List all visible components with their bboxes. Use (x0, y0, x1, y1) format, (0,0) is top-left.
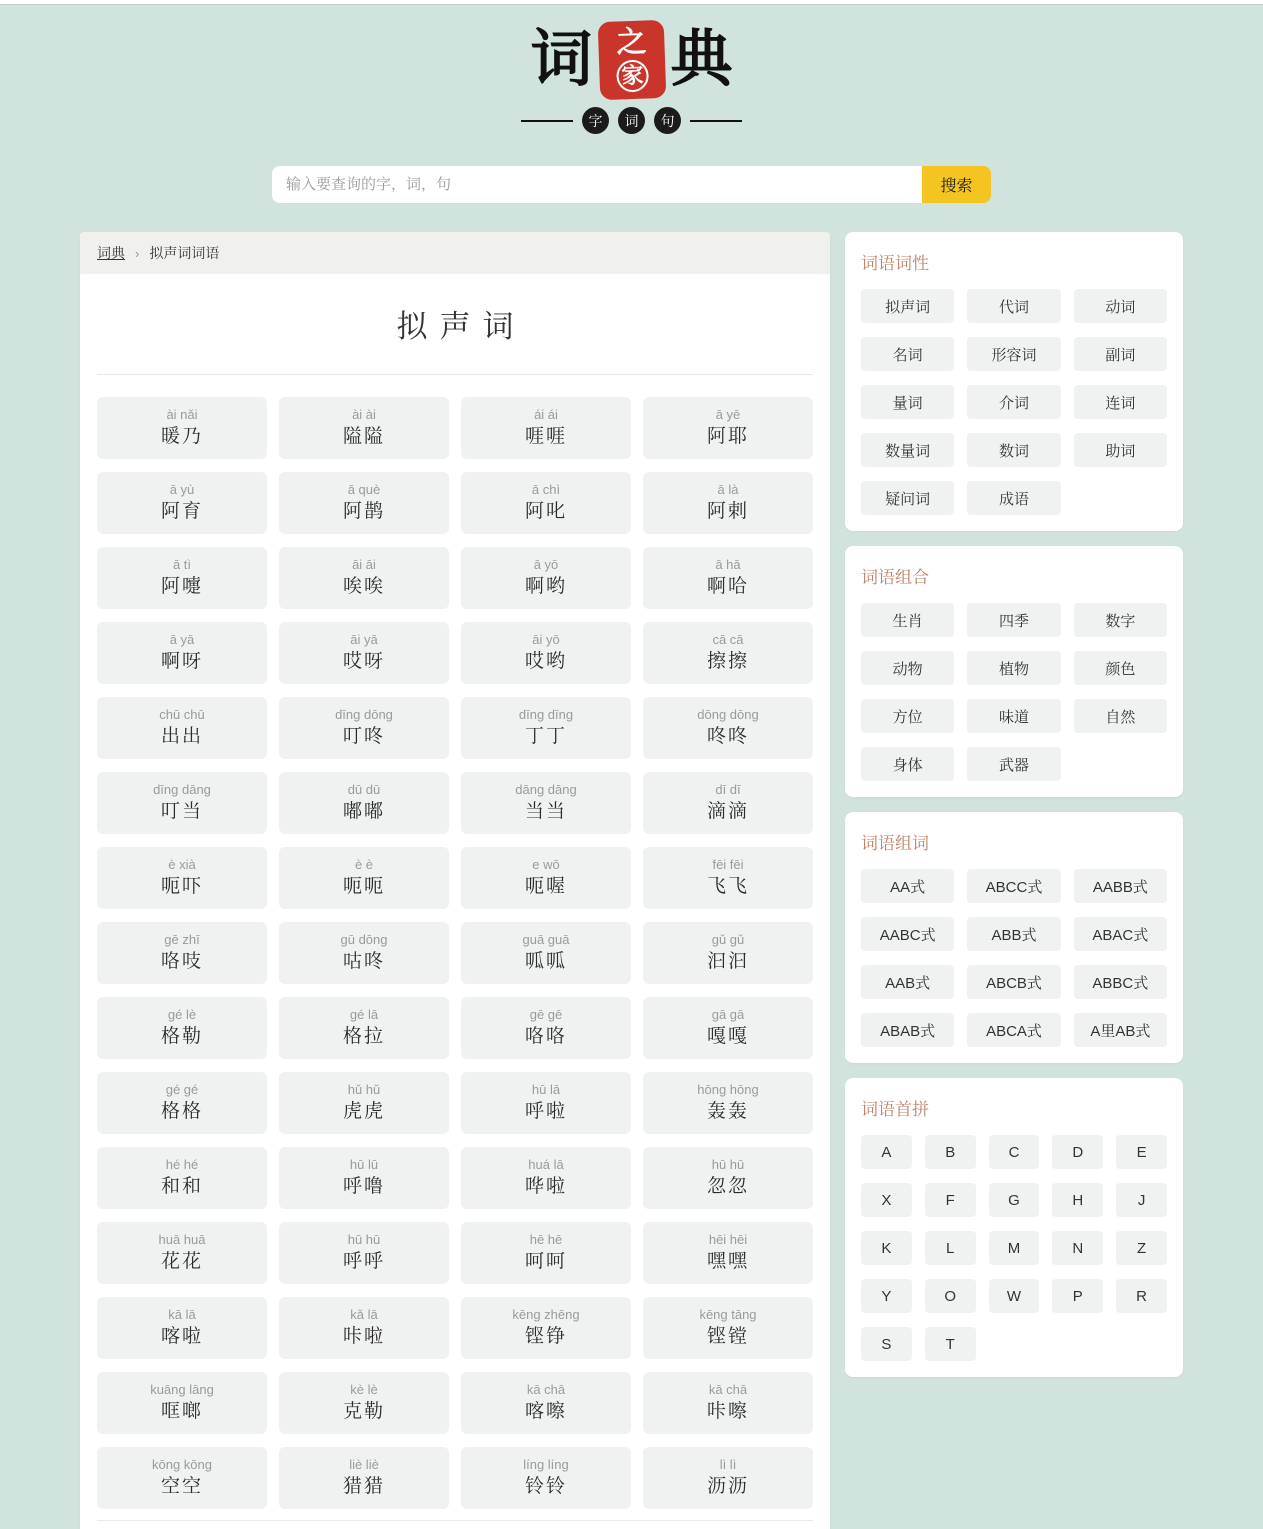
breadcrumb-separator-icon: › (135, 245, 140, 261)
word-text: 沥沥 (706, 1476, 749, 1498)
word-card[interactable] (97, 1372, 267, 1434)
word-text: 虎虎 (342, 1101, 385, 1123)
word-card[interactable] (97, 547, 267, 609)
word-pinyin: è è (354, 856, 374, 872)
word-card[interactable] (279, 847, 449, 909)
sidebar-tag-button[interactable]: ABB式 (967, 917, 1060, 951)
word-card[interactable] (97, 1072, 267, 1134)
word-pinyin: ài ài (352, 406, 376, 422)
sidebar-tag-button[interactable]: AAB式 (861, 965, 954, 999)
search-input[interactable] (272, 166, 922, 203)
word-card[interactable] (461, 1447, 631, 1509)
word-text: 呵呵 (524, 1251, 567, 1273)
word-text: 和和 (160, 1176, 203, 1198)
word-pinyin: ài nǎi (166, 406, 198, 422)
word-pinyin: kuāng lāng (150, 1381, 214, 1397)
sidebar-tag-button[interactable]: B (925, 1135, 976, 1169)
word-text: 铿镗 (706, 1326, 749, 1348)
sidebar-panel (845, 546, 1183, 797)
word-card[interactable] (461, 1072, 631, 1134)
word-card[interactable] (279, 1372, 449, 1434)
sidebar-tag-button[interactable]: P (1052, 1279, 1103, 1313)
sidebar-tag-button[interactable]: D (1052, 1135, 1103, 1169)
breadcrumb (80, 232, 830, 274)
word-pinyin: ái ái (534, 406, 558, 422)
word-card[interactable] (97, 1447, 267, 1509)
word-text: 滴滴 (706, 801, 749, 823)
word-card[interactable] (643, 1447, 813, 1509)
word-card[interactable] (643, 1072, 813, 1134)
word-text: 啊哈 (706, 576, 749, 598)
word-pinyin: hōng hōng (697, 1081, 759, 1097)
sidebar-panel-items (861, 289, 1167, 515)
word-pinyin: gā gā (711, 1006, 745, 1022)
sidebar-panel (845, 812, 1183, 1063)
sidebar-tag-button[interactable]: 副词 (1074, 337, 1167, 371)
sidebar-tag-button[interactable]: 成语 (967, 481, 1060, 515)
word-text: 猎猎 (342, 1476, 385, 1498)
sidebar-tag-button[interactable]: ABCC式 (967, 869, 1060, 903)
word-text: 呃呃 (342, 876, 385, 898)
word-text: 哗啦 (524, 1176, 567, 1198)
word-card[interactable] (643, 847, 813, 909)
word-pinyin: hēi hēi (708, 1231, 748, 1247)
sidebar-panel-items (861, 1135, 1167, 1361)
word-card[interactable] (97, 772, 267, 834)
word-card[interactable] (97, 472, 267, 534)
word-text: 呱呱 (524, 951, 567, 973)
logo-seal-top-char: 之 (615, 25, 647, 60)
logo-subline (0, 107, 1263, 134)
sidebar-tag-button[interactable]: 代词 (967, 289, 1060, 323)
sidebar-panel-title: 词语首拼 (861, 1100, 929, 1119)
word-pinyin: gé lā (349, 1006, 379, 1022)
word-pinyin: ā yā (169, 631, 195, 647)
word-pinyin: dīng dīng (518, 706, 574, 722)
word-pinyin: gū dōng (340, 931, 388, 947)
word-pinyin: hū hū (347, 1231, 381, 1247)
word-card[interactable] (279, 547, 449, 609)
word-card[interactable] (279, 697, 449, 759)
word-text: 咯吱 (160, 951, 203, 973)
sidebar-tag-button[interactable]: 动物 (861, 651, 954, 685)
sidebar (845, 232, 1183, 1377)
word-pinyin: ā yù (169, 481, 195, 497)
word-text: 咔啦 (342, 1326, 385, 1348)
sidebar-tag-button[interactable]: ABAC式 (1074, 917, 1167, 951)
word-pinyin: kēng zhēng (512, 1306, 580, 1322)
word-card[interactable] (461, 472, 631, 534)
word-pinyin: kēng tāng (699, 1306, 757, 1322)
word-pinyin: hū hū (711, 1156, 745, 1172)
sidebar-tag-button[interactable]: 数词 (967, 433, 1060, 467)
word-text: 阿鹊 (342, 501, 385, 523)
sidebar-tag-button[interactable]: T (925, 1327, 976, 1361)
word-card[interactable] (279, 397, 449, 459)
sidebar-tag-button[interactable]: 量词 (861, 385, 954, 419)
main-card (80, 232, 830, 1529)
sidebar-panel-title: 词语组合 (861, 568, 929, 587)
word-pinyin: gē gē (529, 1006, 563, 1022)
sidebar-tag-button[interactable]: ABCA式 (967, 1013, 1060, 1047)
word-text: 阿嚏 (160, 576, 203, 598)
word-card[interactable] (461, 1147, 631, 1209)
sidebar-tag-button[interactable]: H (1052, 1183, 1103, 1217)
word-card[interactable] (461, 397, 631, 459)
sidebar-tag-button[interactable]: 拟声词 (861, 289, 954, 323)
sidebar-panel (845, 1078, 1183, 1377)
word-pinyin: liè liè (349, 1456, 379, 1472)
word-card[interactable] (643, 472, 813, 534)
sidebar-tag-button[interactable]: Y (861, 1279, 912, 1313)
word-card[interactable] (97, 1222, 267, 1284)
word-card[interactable] (643, 397, 813, 459)
word-pinyin: hé hé (165, 1156, 199, 1172)
word-pinyin: kā lā (168, 1306, 196, 1322)
word-card[interactable] (643, 1297, 813, 1359)
word-pinyin: kā chā (526, 1381, 566, 1397)
logo-rule-left (521, 120, 573, 122)
word-pinyin: cā cā (712, 631, 744, 647)
sidebar-tag-button[interactable]: 味道 (967, 699, 1060, 733)
content-area (80, 232, 1183, 1529)
sidebar-tag-button[interactable]: K (861, 1231, 912, 1265)
word-pinyin: ā yē (715, 406, 741, 422)
word-pinyin: hē hē (529, 1231, 563, 1247)
word-pinyin: è xià (168, 856, 196, 872)
word-text: 暖乃 (160, 426, 203, 448)
word-card[interactable] (643, 1147, 813, 1209)
word-grid (80, 375, 830, 1509)
sidebar-tag-button[interactable]: M (989, 1231, 1040, 1265)
word-text: 格格 (160, 1101, 203, 1123)
sidebar-tag-button[interactable]: W (989, 1279, 1040, 1313)
sidebar-tag-button[interactable]: E (1116, 1135, 1167, 1169)
word-card[interactable] (461, 922, 631, 984)
word-card[interactable] (97, 1297, 267, 1359)
word-pinyin: guā guā (522, 931, 570, 947)
word-text: 咯咯 (524, 1026, 567, 1048)
word-text: 嘟嘟 (342, 801, 385, 823)
logo-rule-right (690, 120, 742, 122)
sidebar-tag-button[interactable]: G (989, 1183, 1040, 1217)
logo-left-char: 词 (530, 26, 593, 94)
page-title: 拟声词 (396, 309, 526, 344)
sidebar-tag-button[interactable]: AABB式 (1074, 869, 1167, 903)
word-card[interactable] (279, 622, 449, 684)
sidebar-tag-button[interactable]: ABBC式 (1074, 965, 1167, 999)
word-text: 隘隘 (342, 426, 385, 448)
word-pinyin: hū lā (531, 1081, 561, 1097)
word-pinyin: ā chì (531, 481, 561, 497)
word-pinyin: kè lè (350, 1381, 378, 1397)
word-text: 咕咚 (342, 951, 385, 973)
sidebar-tag-button[interactable]: A (861, 1135, 912, 1169)
word-text: 呼噜 (342, 1176, 385, 1198)
word-text: 铿铮 (524, 1326, 567, 1348)
word-pinyin: dī dī (715, 781, 741, 797)
word-pinyin: gǔ gǔ (711, 931, 745, 947)
word-pinyin: āi yā (350, 631, 378, 647)
word-card[interactable] (461, 772, 631, 834)
word-pinyin: huā huā (158, 1231, 206, 1247)
word-text: 叮咚 (342, 726, 385, 748)
sidebar-tag-button[interactable]: 名词 (861, 337, 954, 371)
sidebar-panel-items (861, 869, 1167, 1047)
word-text: 呼啦 (524, 1101, 567, 1123)
word-text: 唉唉 (342, 576, 385, 598)
word-text: 忽忽 (706, 1176, 749, 1198)
search-button[interactable]: 搜索 (922, 166, 991, 203)
word-card[interactable] (461, 997, 631, 1059)
sidebar-tag-button[interactable]: F (925, 1183, 976, 1217)
sidebar-tag-button[interactable]: 动词 (1074, 289, 1167, 323)
word-text: 喀嚓 (524, 1401, 567, 1423)
word-text: 铃铃 (524, 1476, 567, 1498)
logo-dot-char: 词 (618, 107, 645, 134)
word-card[interactable] (461, 1222, 631, 1284)
sidebar-tag-button[interactable]: 形容词 (967, 337, 1060, 371)
word-text: 当当 (524, 801, 567, 823)
word-card[interactable] (279, 1147, 449, 1209)
breadcrumb-home-link[interactable]: 词典 (97, 245, 125, 261)
word-pinyin: ā yō (533, 556, 559, 572)
word-text: 阿叱 (524, 501, 567, 523)
word-card[interactable] (461, 697, 631, 759)
word-pinyin: lì lì (719, 1456, 737, 1472)
sidebar-tag-button[interactable]: 生肖 (861, 603, 954, 637)
word-text: 丁丁 (524, 726, 567, 748)
word-pinyin: e wō (532, 856, 560, 872)
search-row (0, 166, 1263, 203)
sidebar-tag-button[interactable]: X (861, 1183, 912, 1217)
word-pinyin: gé gé (165, 1081, 199, 1097)
word-card[interactable] (643, 547, 813, 609)
word-pinyin: dīng dōng (335, 706, 393, 722)
sidebar-tag-button[interactable]: R (1116, 1279, 1167, 1313)
sidebar-tag-button[interactable]: AABC式 (861, 917, 954, 951)
word-text: 空空 (160, 1476, 203, 1498)
word-card[interactable] (461, 847, 631, 909)
word-card[interactable] (279, 472, 449, 534)
logo-dot-char: 字 (582, 107, 609, 134)
word-pinyin: gé lè (167, 1006, 197, 1022)
word-pinyin: ā hā (715, 556, 741, 572)
word-card[interactable] (97, 397, 267, 459)
word-text: 阿耶 (706, 426, 749, 448)
sidebar-panel-title: 词语词性 (861, 254, 929, 273)
word-card[interactable] (279, 1297, 449, 1359)
word-text: 擦擦 (706, 651, 749, 673)
sidebar-tag-button[interactable]: L (925, 1231, 976, 1265)
word-pinyin: kōng kōng (152, 1456, 212, 1472)
word-card[interactable] (643, 997, 813, 1059)
word-card[interactable] (643, 772, 813, 834)
word-text: 叮当 (160, 801, 203, 823)
sidebar-tag-button[interactable]: C (989, 1135, 1040, 1169)
word-card[interactable] (643, 922, 813, 984)
sidebar-tag-button[interactable]: O (925, 1279, 976, 1313)
word-text: 嘎嘎 (706, 1026, 749, 1048)
word-pinyin: chū chū (159, 706, 205, 722)
word-pinyin: gē zhī (164, 931, 200, 947)
word-text: 阿育 (160, 501, 203, 523)
site-logo[interactable] (0, 21, 1263, 99)
sidebar-tag-button[interactable]: 介词 (967, 385, 1060, 419)
word-pinyin: hū lū (349, 1156, 379, 1172)
word-text: 哎呀 (342, 651, 385, 673)
sidebar-tag-button[interactable]: J (1116, 1183, 1167, 1217)
word-text: 汩汩 (706, 951, 749, 973)
sidebar-tag-button[interactable]: 植物 (967, 651, 1060, 685)
sidebar-tag-button[interactable]: 武器 (967, 747, 1060, 781)
word-pinyin: huá lā (528, 1156, 564, 1172)
sidebar-tag-button[interactable]: ABAB式 (861, 1013, 954, 1047)
word-text: 呃喔 (524, 876, 567, 898)
word-text: 咚咚 (706, 726, 749, 748)
word-text: 哎哟 (524, 651, 567, 673)
word-pinyin: āi yō (532, 631, 560, 647)
breadcrumb-current: 拟声词词语 (149, 245, 220, 261)
word-card[interactable] (461, 1372, 631, 1434)
sidebar-panel (845, 232, 1183, 531)
sidebar-tag-button[interactable]: 自然 (1074, 699, 1167, 733)
site-header (0, 5, 1263, 134)
word-card[interactable] (279, 997, 449, 1059)
word-card[interactable] (279, 1222, 449, 1284)
word-pinyin: dōng dōng (697, 706, 759, 722)
word-card[interactable] (643, 1222, 813, 1284)
word-pinyin: ā tì (172, 556, 192, 572)
word-pinyin: ā là (717, 481, 739, 497)
sidebar-tag-button[interactable]: 助词 (1074, 433, 1167, 467)
word-card[interactable] (279, 1072, 449, 1134)
bottom-divider (97, 1520, 813, 1521)
word-card[interactable] (97, 922, 267, 984)
word-card[interactable] (643, 1372, 813, 1434)
word-text: 咔嚓 (706, 1401, 749, 1423)
word-text: 出出 (160, 726, 203, 748)
word-pinyin: líng líng (523, 1456, 569, 1472)
word-pinyin: ā què (347, 481, 381, 497)
sidebar-tag-button[interactable]: 数量词 (861, 433, 954, 467)
word-card[interactable] (97, 1147, 267, 1209)
word-pinyin: āi āi (352, 556, 376, 572)
word-text: 呼呼 (342, 1251, 385, 1273)
word-text: 轰轰 (706, 1101, 749, 1123)
word-card[interactable] (461, 547, 631, 609)
word-text: 啀啀 (524, 426, 567, 448)
word-text: 呃吓 (160, 876, 203, 898)
word-card[interactable] (643, 697, 813, 759)
sidebar-tag-button[interactable]: 四季 (967, 603, 1060, 637)
logo-right-char: 典 (670, 26, 733, 94)
sidebar-tag-button[interactable]: N (1052, 1231, 1103, 1265)
word-card[interactable] (279, 772, 449, 834)
sidebar-tag-button[interactable]: 数字 (1074, 603, 1167, 637)
logo-dot-char: 句 (654, 107, 681, 134)
word-pinyin: kā chā (708, 1381, 748, 1397)
word-text: 嘿嘿 (706, 1251, 749, 1273)
sidebar-panel-items (861, 603, 1167, 781)
word-pinyin: dū dū (347, 781, 381, 797)
logo-seal (597, 20, 666, 100)
word-card[interactable] (97, 622, 267, 684)
word-card[interactable] (97, 997, 267, 1059)
word-card[interactable] (461, 1297, 631, 1359)
word-text: 格勒 (160, 1026, 203, 1048)
sidebar-panel-title: 词语组词 (861, 834, 929, 853)
sidebar-tag-button[interactable]: 身体 (861, 747, 954, 781)
word-text: 格拉 (342, 1026, 385, 1048)
word-card[interactable] (279, 922, 449, 984)
sidebar-tag-button[interactable]: 方位 (861, 699, 954, 733)
sidebar-tag-button[interactable]: S (861, 1327, 912, 1361)
word-text: 克勒 (342, 1401, 385, 1423)
word-text: 哐啷 (160, 1401, 203, 1423)
word-pinyin: fēi fēi (712, 856, 744, 872)
word-text: 花花 (160, 1251, 203, 1273)
sidebar-tag-button[interactable]: AA式 (861, 869, 954, 903)
sidebar-tag-button[interactable]: ABCB式 (967, 965, 1060, 999)
word-card[interactable] (97, 697, 267, 759)
word-pinyin: dāng dāng (515, 781, 577, 797)
word-pinyin: hǔ hǔ (347, 1081, 381, 1097)
search-box (272, 166, 991, 203)
word-text: 飞飞 (706, 876, 749, 898)
word-pinyin: kǎ lā (350, 1306, 378, 1322)
word-card[interactable] (643, 622, 813, 684)
sidebar-tag-button[interactable]: 疑问词 (861, 481, 954, 515)
sidebar-tag-button[interactable]: 连词 (1074, 385, 1167, 419)
word-card[interactable] (461, 622, 631, 684)
word-text: 啊哟 (524, 576, 567, 598)
word-text: 喀啦 (160, 1326, 203, 1348)
word-card[interactable] (279, 1447, 449, 1509)
word-text: 阿剌 (706, 501, 749, 523)
sidebar-tag-button[interactable]: Z (1116, 1231, 1167, 1265)
sidebar-tag-button[interactable]: A里AB式 (1074, 1013, 1167, 1047)
word-pinyin: dīng dāng (153, 781, 211, 797)
sidebar-tag-button[interactable]: 颜色 (1074, 651, 1167, 685)
word-card[interactable] (97, 847, 267, 909)
logo-seal-bottom-char: 家 (616, 59, 649, 92)
word-text: 啊呀 (160, 651, 203, 673)
